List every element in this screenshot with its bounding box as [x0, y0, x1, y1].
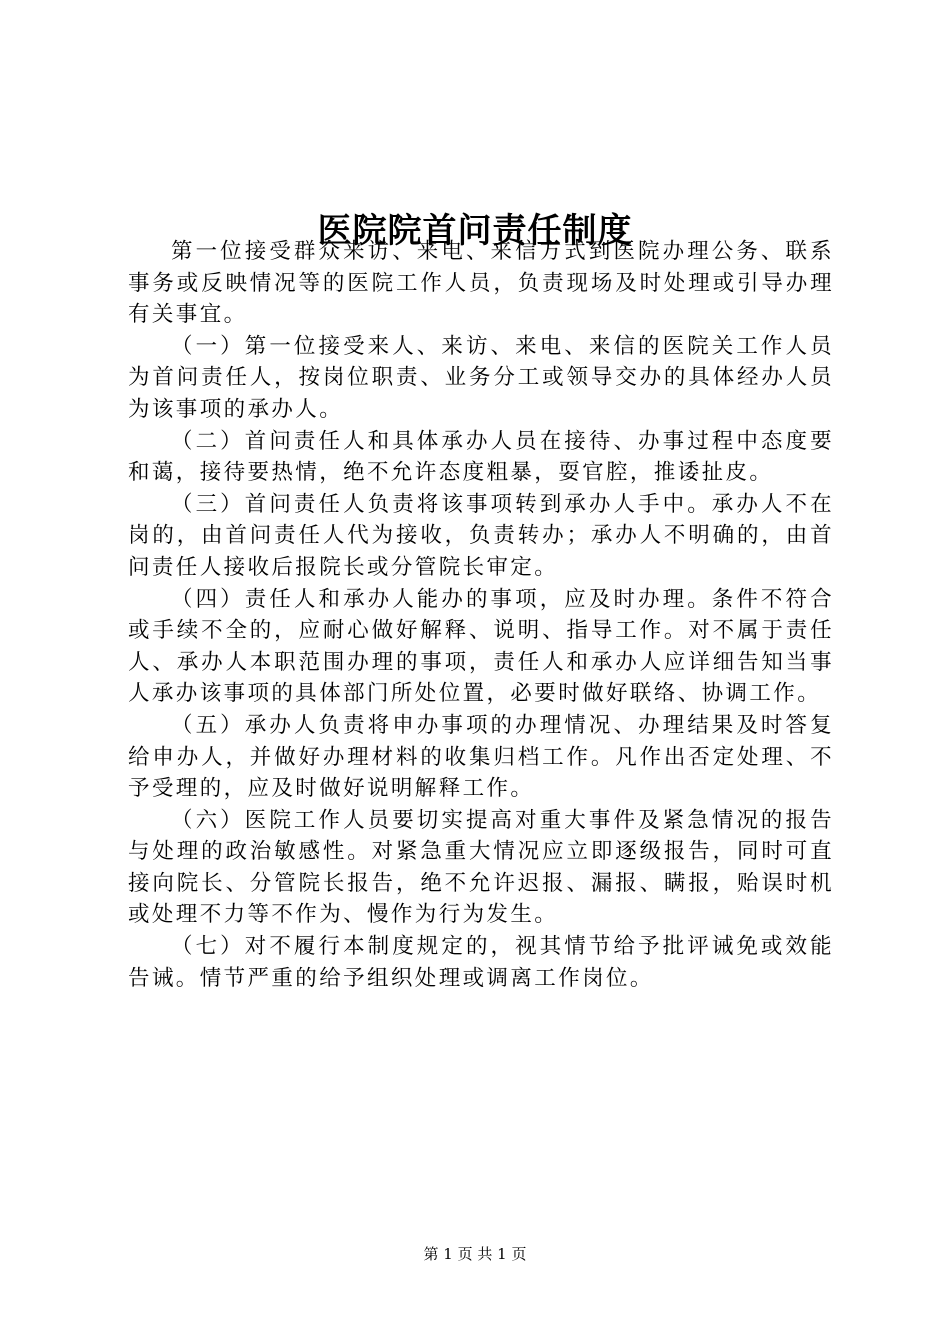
paragraph-item-5: （五）承办人负责将申办事项的办理情况、办理结果及时答复给申办人，并做好办理材料的收集归档工作。凡作出否定处理、不予受理的，应及时做好说明解释工作。	[128, 712, 834, 802]
paragraph-item-4: （四）责任人和承办人能办的事项，应及时办理。条件不符合或手续不全的，应耐心做好解释、说明、指导工作。对不属于责任人、承办人本职范围办理的事项，责任人和承办人应详细告知当事人承办该事项的具体部门所处位置，必要时做好联络、协调工作。	[128, 586, 834, 707]
paragraph-intro: 第一位接受群众来访、来电、来信方式到医院办理公务、联系事务或反映情况等的医院工作人员，负责现场及时处理或引导办理有关事宜。	[128, 239, 834, 328]
page-number-footer: 第 1 页 共 1 页	[423, 1245, 527, 1263]
paragraph-item-3: （三）首问责任人负责将该事项转到承办人手中。承办人不在岗的，由首问责任人代为接收，负责转办；承办人不明确的，由首问责任人接收后报院长或分管院长审定。	[128, 491, 834, 580]
document-title: 医院院首问责任制度	[317, 210, 633, 251]
paragraph-item-1: （一）第一位接受来人、来访、来电、来信的医院关工作人员为首问责任人，按岗位职责、业务分工或领导交办的具体经办人员为该事项的承办人。	[128, 333, 834, 422]
document-body	[128, 236, 834, 994]
paragraph-item-6: （六）医院工作人员要切实提高对重大事件及紧急情况的报告与处理的政治敏感性。对紧急重大情况应立即逐级报告，同时可直接向院长、分管院长报告，绝不允许迟报、漏报、瞒报，贻误时机或处理不力等不作为、慢作为行为发生。	[128, 807, 834, 928]
paragraph-item-7: （七）对不履行本制度规定的，视其情节给予批评诫免或效能告诫。情节严重的给予组织处理或调离工作岗位。	[128, 934, 834, 991]
paragraph-item-2: （二）首问责任人和具体承办人员在接待、办事过程中态度要和蔼，接待要热情，绝不允许态度粗暴，耍官腔，推诿扯皮。	[128, 428, 834, 486]
